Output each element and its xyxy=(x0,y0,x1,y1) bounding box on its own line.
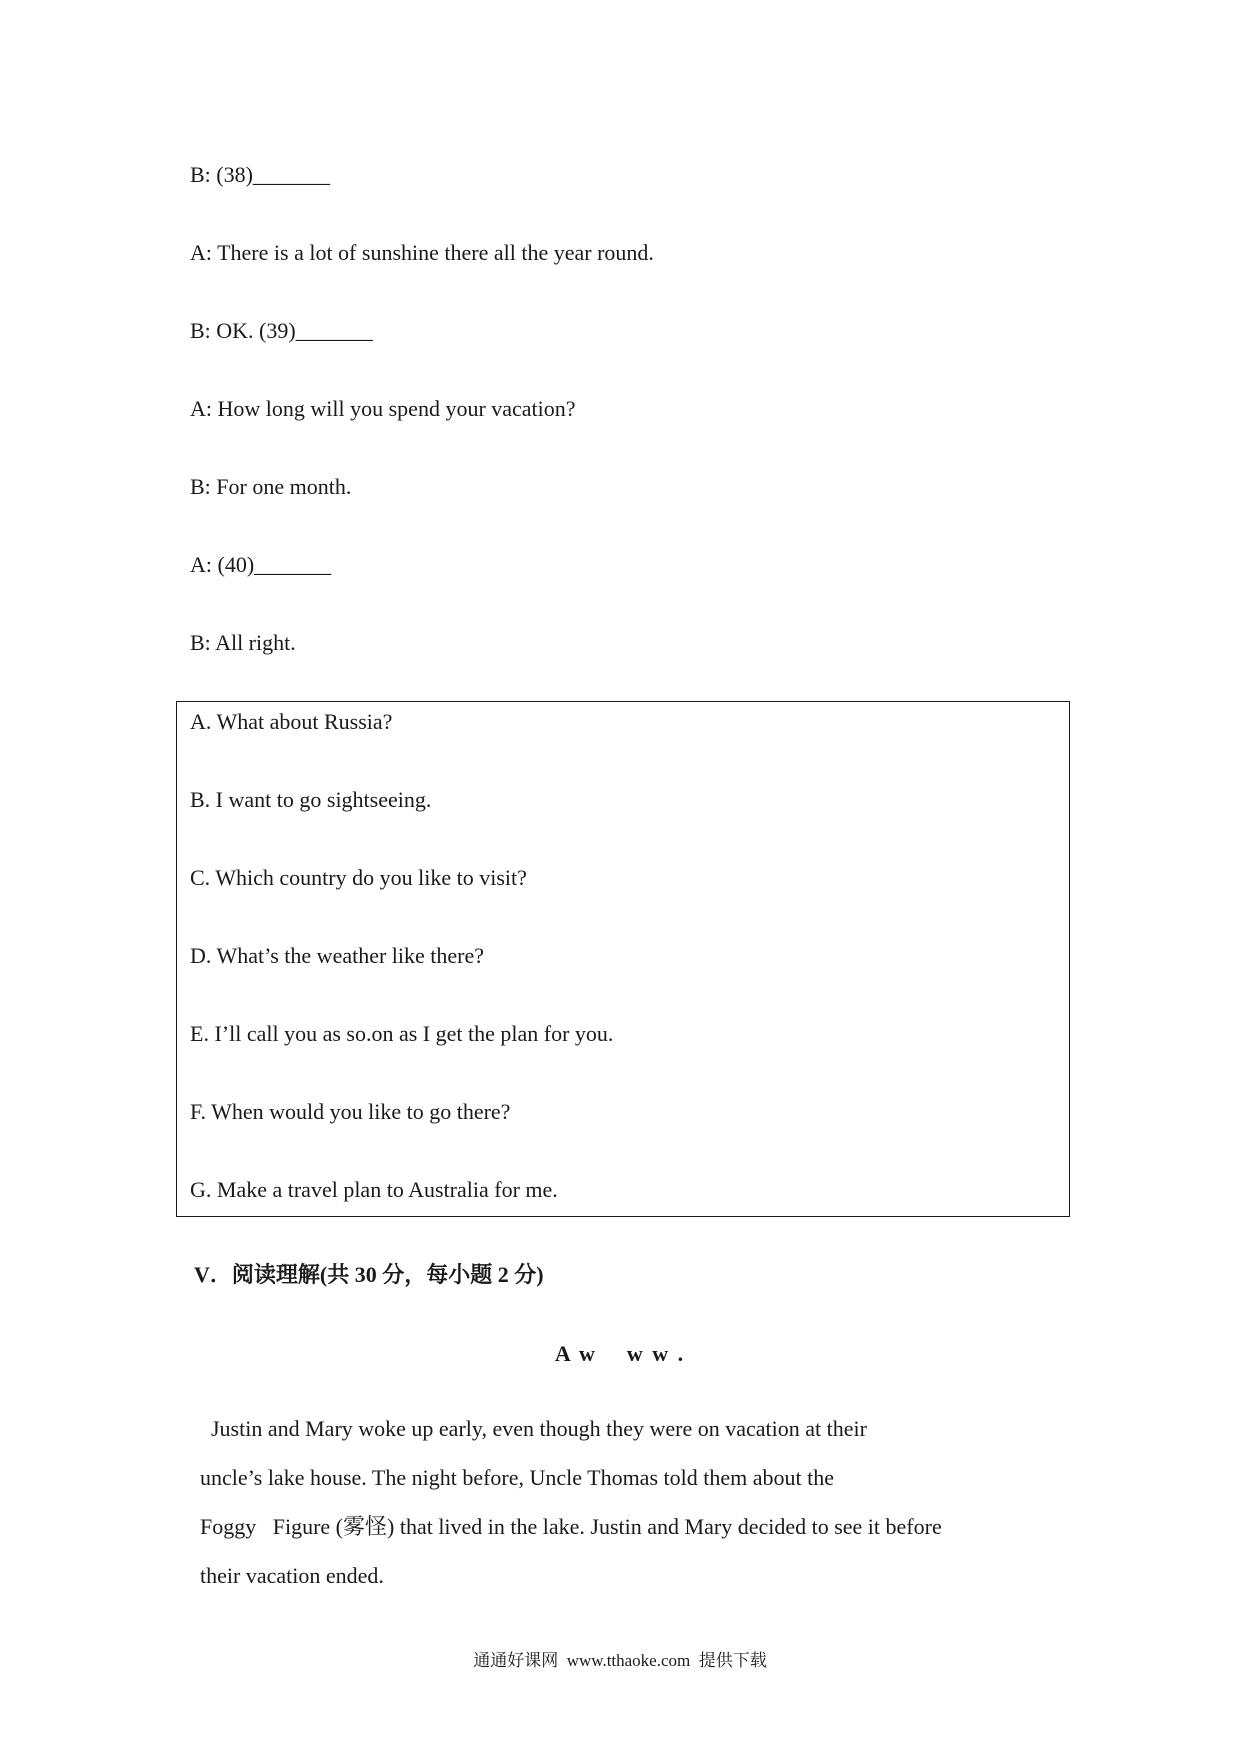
dialogue-line: B: All right. xyxy=(190,630,296,655)
dialogue-line: B: For one month. xyxy=(190,474,352,499)
passage-line: their vacation ended. xyxy=(200,1563,384,1588)
dialogue-line-40: A: (40)_______ xyxy=(190,552,332,577)
dialogue-line-39: B: OK. (39)_______ xyxy=(190,318,373,343)
passage-title: A w w w . xyxy=(554,1341,686,1366)
option-c: C. Which country do you like to visit? xyxy=(190,865,527,890)
option-d: D. What’s the weather like there? xyxy=(190,943,485,968)
passage-line: Justin and Mary woke up early, even though they were on vacation at their xyxy=(200,1416,867,1441)
options-box xyxy=(176,701,1070,1217)
option-b: B. I want to go sightseeing. xyxy=(190,787,432,812)
option-f: F. When would you like to go there? xyxy=(190,1099,511,1124)
option-e: E. I’ll call you as so.on as I get the plan for you. xyxy=(190,1021,614,1046)
passage-line: Foggy Figure (雾怪) that lived in the lake. Justin and Mary decided to see it before xyxy=(200,1514,942,1539)
footer-watermark: 通通好课网 www.tthaoke.com 提供下载 xyxy=(473,1651,767,1670)
dialogue-line-38: B: (38)_______ xyxy=(190,162,330,187)
dialogue-line: A: How long will you spend your vacation? xyxy=(190,396,576,421)
passage-line: uncle’s lake house. The night before, Uncle Thomas told them about the xyxy=(200,1465,834,1490)
dialogue-line: A: There is a lot of sunshine there all the year round. xyxy=(190,240,654,265)
option-a: A. What about Russia? xyxy=(190,709,393,734)
section-heading: V．阅读理解(共 30 分，每小题 2 分) xyxy=(194,1262,544,1287)
option-g: G. Make a travel plan to Australia for me. xyxy=(190,1177,558,1202)
